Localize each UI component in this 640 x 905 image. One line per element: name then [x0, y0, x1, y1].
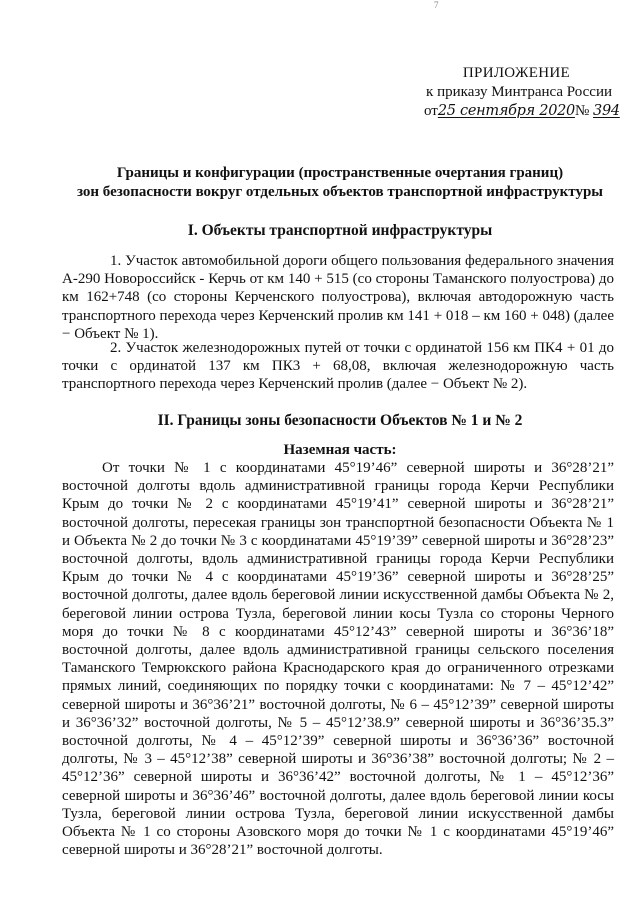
- section1-heading: I. Объекты транспортной инфраструктуры: [187, 222, 493, 239]
- page-mark: 7: [434, 0, 439, 10]
- document-title: [60, 164, 620, 202]
- document-title-line1: Границы и конфигурации (пространственные очертания границ): [116, 165, 564, 181]
- annex-block: [424, 64, 620, 121]
- section2-heading: II. Границы зоны безопасности Объектов № 1 и № 2: [157, 412, 523, 429]
- section1-item1: 1. Участок автомобильной дороги общего пользования федерального значения А-290 Новороссийск - Керчь от км 140 + 515 (со стороны Таманского полуострова) до км 162+748 (со стороны Керченского полуострова), включая автодорожную часть транспортного перехода через Керченский пролив км 141 + 018 – км 160 + 048) (далее − Объект № 1).: [62, 253, 614, 342]
- annex-title: ПРИЛОЖЕНИЕ: [462, 65, 570, 81]
- handwritten-number: 394: [593, 103, 620, 119]
- number-label: №: [574, 103, 590, 119]
- section1-item2: 2. Участок железнодорожных путей от точки с ординатой 156 км ПК4 + 01 до точки с ординатой 137 км ПК3 + 68,08, включая железнодорожную часть транспортного перехода через Керченский пролив (далее − Объект № 2).: [62, 340, 614, 393]
- document-title-line2: зон безопасности вокруг отдельных объектов транспортной инфраструктуры: [76, 184, 604, 200]
- annex-order: к приказу Минтранса России: [426, 84, 612, 100]
- date-prefix: от: [424, 103, 438, 119]
- annex-date-line: [424, 102, 620, 121]
- handwritten-date: 25 сентября 2020: [437, 103, 575, 119]
- section2-subheading: Наземная часть:: [283, 442, 397, 458]
- section2-text: От точки № 1 с координатами 45°19’46” северной широты и 36°28’21” восточной долготы вдоль административной границы города Керчи Республики Крым до точки № 2 с координатами 45°19’41” северной широты и 36°28’21” восточной долготы, пересекая границы зон транспортной безопасности Объекта № 1 и Объекта № 2 до точки № 3 с координатами 45°19’39” северной широты и 36°28’23” восточной долготы, вдоль административной границы города Керчи Республики Крым до точки № 4 с координатами 45°19’36” северной широты и 36°28’25” восточной долготы, далее вдоль береговой линии искусственной дамбы Объекта № 2, береговой линии острова Тузла, береговой линии косы Тузла со стороны Черного моря до точки № 8 с координатами 45°12’43” северной широты и 36°36’18” восточной долготы, далее вдоль административной границы сельского поселения Таманского Темрюкского района Краснодарского края до ограниченного отрезками прямых линий, соединяющих по порядку точки с координатами: № 7 – 45°12’42” северной широты и 36°36’21” восточной долготы, № 6 – 45°12’39” северной широты и 36°36’32” восточной долготы, № 5 – 45°12’38.9” северной широты и 36°36’35.3” восточной долготы, № 4 – 45°12’39” северной широты и 36°36’36” восточной долготы, № 3 – 45°12’38” северной широты и 36°36’38” восточной долготы; № 2 – 45°12’36” северной широты и 36°36’42” восточной долготы, № 1 – 45°12’36” северной широты и 36°36’46” восточной долготы, далее вдоль береговой линии косы Тузла, береговой линии острова Тузла, береговой линии искусственной дамбы Объекта № 1 со стороны Азовского моря до точки № 1 с координатами 45°19’46” северной широты и 36°28’21” восточной долготы.: [62, 460, 614, 859]
